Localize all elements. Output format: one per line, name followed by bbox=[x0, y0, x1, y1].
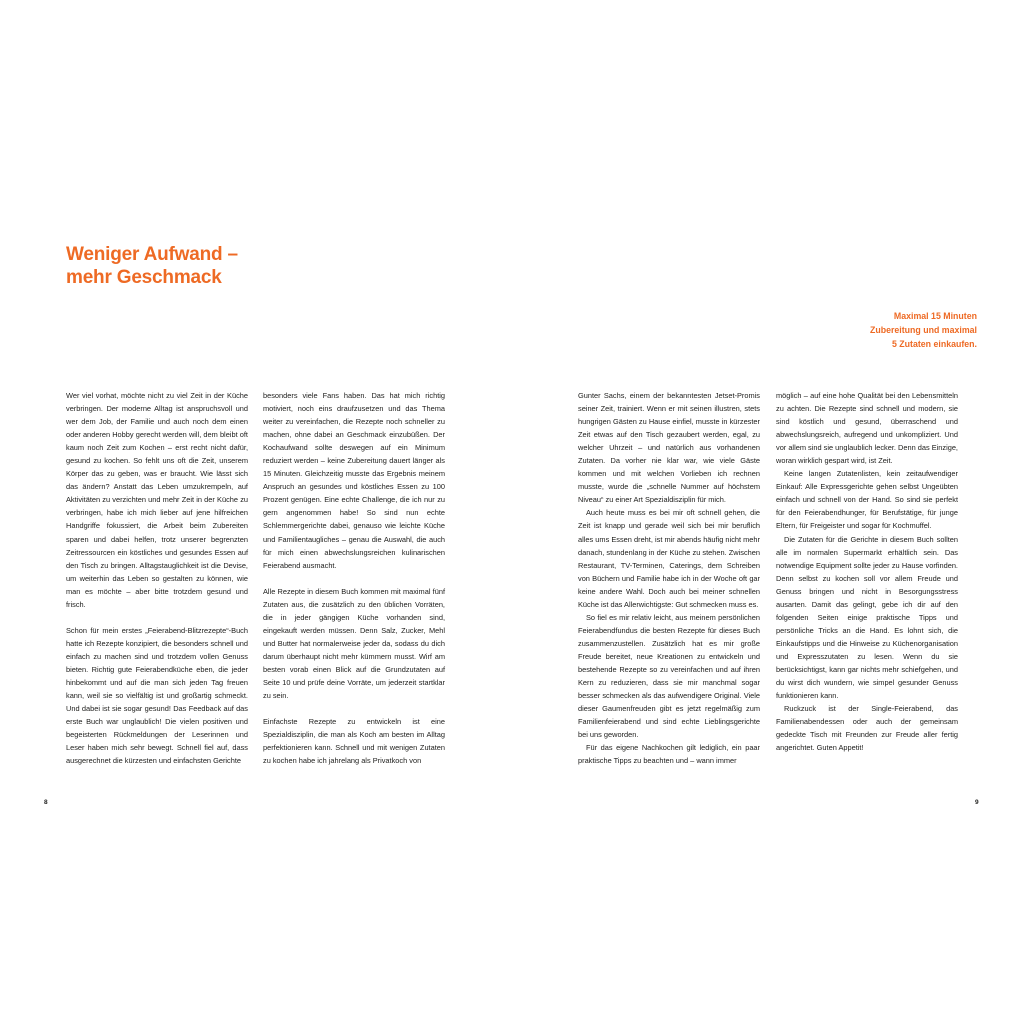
pull-quote-line-1: Maximal 15 Minuten bbox=[893, 311, 977, 321]
paragraph: Auch heute muss es bei mir oft schnell gehen, die Zeit ist knapp und gerade weil sich bei mir beruflich alles ums Essen dreht, ist mir abends häufig nicht mehr danach, stundenlang in der Küche zu stehen. Zwischen Restaurant, TV-Terminen, Caterings, dem Schreiben von Büchern und Familie habe ich in der Woche oft gar keine andere Wahl. Doch auch bei meiner schnellen Küche ist das Allerwichtigste: Gut schmecken muss es. bbox=[578, 508, 760, 609]
paragraph: Einfachste Rezepte zu entwickeln ist eine Spezialdisziplin, die man als Koch am besten im Alltag perfektionieren kann. Schnell und mit wenigen Zutaten zu kochen habe ich jahrelang als Privatkoch von bbox=[263, 717, 445, 766]
pull-quote-line-3: 5 Zutaten einkaufen. bbox=[891, 339, 977, 349]
text-column-2 bbox=[263, 389, 445, 780]
paragraph: besonders viele Fans haben. Das hat mich richtig motiviert, noch eins draufzusetzen und das Thema weiter zu vereinfachen, die Rezepte noch schneller zu machen, ohne dabei an Geschmack einzubüßen. Der Kochaufwand sollte deswegen auf ein Minimum reduziert werden – keine Zubereitung dauert länger als 15 Minuten. Gleichzeitig musste das Ergebnis meinem Anspruch an gesundes und köstliches Essen zu 100 Prozent genügen. Eine echte Challenge, die ich nur zu gern angenommen habe! So sind nun echte Schlemmergerichte dabei, genauso wie leichte Küche und Familientaugliches – genau die Auswahl, die auch für mich einen abwechslungsreichen kulinarischen Feierabend ausmacht. bbox=[263, 391, 445, 570]
pull-quote-line-2: Zubereitung und maximal bbox=[869, 325, 977, 335]
paragraph: möglich – auf eine hohe Qualität bei den Lebensmitteln zu achten. Die Rezepte sind schnell und modern, sie sind köstlich und gesund, überraschend und abwechslungsreich, aufregend und unkompliziert. Und vor allem sind sie unglaublich lecker. Denn das Einzige, woran wirklich gespart wird, ist Zeit. bbox=[776, 391, 958, 466]
page-number-left: 8 bbox=[44, 799, 48, 806]
paragraph: Wer viel vorhat, möchte nicht zu viel Zeit in der Küche verbringen. Der moderne Alltag ist anspruchsvoll und wer dem Job, der Familie und auch noch dem einen oder anderen Hobby gerecht werden will, dem bleibt oft kaum noch Zeit zum Kochen – erst recht nicht dafür, gesund zu kochen. So fehlt uns oft die Zeit, unserem Körper das zu geben, was er braucht. Wie lässt sich das ändern? Anstatt das Leben umzukrempeln, auf Aktivitäten zu verzichten und mehr Zeit in der Küche zu verbringen, habe ich mich lieber auf jene hilfreichen Handgriffe fokussiert, die Arbeit beim Zubereiten sparen und dabei helfen, trotz unserer begrenzten Zeitressourcen ein köstliches und gesundes Essen auf den Tisch zu bringen. Alltagstauglichkeit ist die Devise, um weiterhin das Leben so gestalten zu können, wie man es möchte – aber bitte trotzdem gesund und frisch. bbox=[66, 391, 248, 609]
paragraph: Für das eigene Nachkochen gilt lediglich, ein paar praktische Tipps zu beachten und – wann immer bbox=[578, 743, 760, 766]
paragraph: Keine langen Zutatenlisten, kein zeitaufwendiger Einkauf: Alle Expressgerichte gehen selbst Ungeübten einfach und schnell von der Hand. So sind sie perfekt für den Feierabendhunger, für Berufstätige, für junge Eltern, für Freigeister und sogar für Kochmuffel. bbox=[776, 469, 958, 531]
text-column-3 bbox=[578, 389, 760, 767]
headline-line-2: mehr Geschmack bbox=[66, 267, 222, 288]
text-column-1 bbox=[66, 389, 248, 780]
pull-quote bbox=[870, 309, 977, 351]
headline-line-1: Weniger Aufwand – bbox=[66, 244, 238, 265]
paragraph: Gunter Sachs, einem der bekanntesten Jetset-Promis seiner Zeit, trainiert. Wenn er mit seinen illustren, stets hungrigen Gästen zu Hause einfiel, musste in kürzester Zeit etwas auf den Tisch gezaubert werden, egal, zu welcher Uhrzeit – und natürlich aus vorhandenen Zutaten. Da vorher nie klar war, wie viele Gäste kommen und mit welchen Vorlieben ich rechnen musste, wurde die „schnelle Nummer auf höchstem Niveau“ zu einer Art Spezialdisziplin für mich. bbox=[578, 391, 760, 505]
page-number-right: 9 bbox=[975, 799, 979, 806]
paragraph: So fiel es mir relativ leicht, aus meinem persönlichen Feierabendfundus die besten Rezepte für dieses Buch zusammenzustellen. Zusätzlich hat es mir große Freude bereitet, neue Kreationen zu entwickeln und bestehende Rezepte so zu vereinfachen und auf ihren Kern zu reduzieren, dass sie mir manchmal sogar besser schmecken als das aufwendigere Original. Viele dieser Gaumenfreuden gibt es jetzt regelmäßig zum Familienfeierabend und sind echte Lieblingsgerichte bei uns geworden. bbox=[578, 612, 760, 740]
paragraph: Alle Rezepte in diesem Buch kommen mit maximal fünf Zutaten aus, die zusätzlich zu den üblichen Vorräten, die in jeder gängigen Küche vorhanden sind, eingekauft werden müssen. Denn Salz, Zucker, Mehl und Butter hat normalerweise jeder da, sodass du dich darum überhaupt nicht mehr kümmern musst. Wirf am besten vorab einen Blick auf die Grundzutaten auf Seite 10 und prüfe deine Vorräte, um jederzeit startklar zu sein. bbox=[263, 586, 445, 701]
text-column-4 bbox=[776, 389, 958, 754]
chapter-headline bbox=[66, 243, 238, 289]
paragraph: Ruckzuck ist der Single-Feierabend, das Familienabendessen oder auch der gemeinsam gedeckte Tisch mit Freunden zur Freude aller fertig angerichtet. Guten Appetit! bbox=[776, 704, 958, 753]
paragraph: Schon für mein erstes „Feierabend-Blitzrezepte“-Buch hatte ich Rezepte konzipiert, die besonders schnell und einfach zu machen sind und trotzdem vollen Genuss bieten. Richtig gute Feierabendküche eben, die jeder hinbekommt und auf die man sich jeden Tag freuen kann, weil sie so vielfältig ist und großartig schmeckt. Und dabei ist sie sogar gesund! Das Feedback auf das erste Buch war unglaublich! Die vielen positiven und begeisterten Rückmeldungen der Leserinnen und Leser haben mich sehr bewegt. Schnell fiel auf, dass ausgerechnet die kürzesten und einfachsten Gerichte bbox=[66, 625, 248, 766]
paragraph: Die Zutaten für die Gerichte in diesem Buch sollten alle im normalen Supermarkt erhältlich sein. Das notwendige Equipment sollte jeder zu Hause vorfinden. Denn selbst zu kochen soll vor allem Freude und Genuss bringen und nicht in Besorgungsstress ausarten. Damit das gelingt, gebe ich dir auf den folgenden Seiten einige praktische Tipps und persönliche Tricks an die Hand. Es lohnt sich, die Einkaufstipps und die Hinweise zu Küchenorganisation und Expresszutaten zu lesen. Wenn du sie berücksichtigst, kann gar nichts mehr schiefgehen, und du wirst dich wundern, wie simpel gesunder Genuss funktionieren kann. bbox=[776, 534, 958, 701]
